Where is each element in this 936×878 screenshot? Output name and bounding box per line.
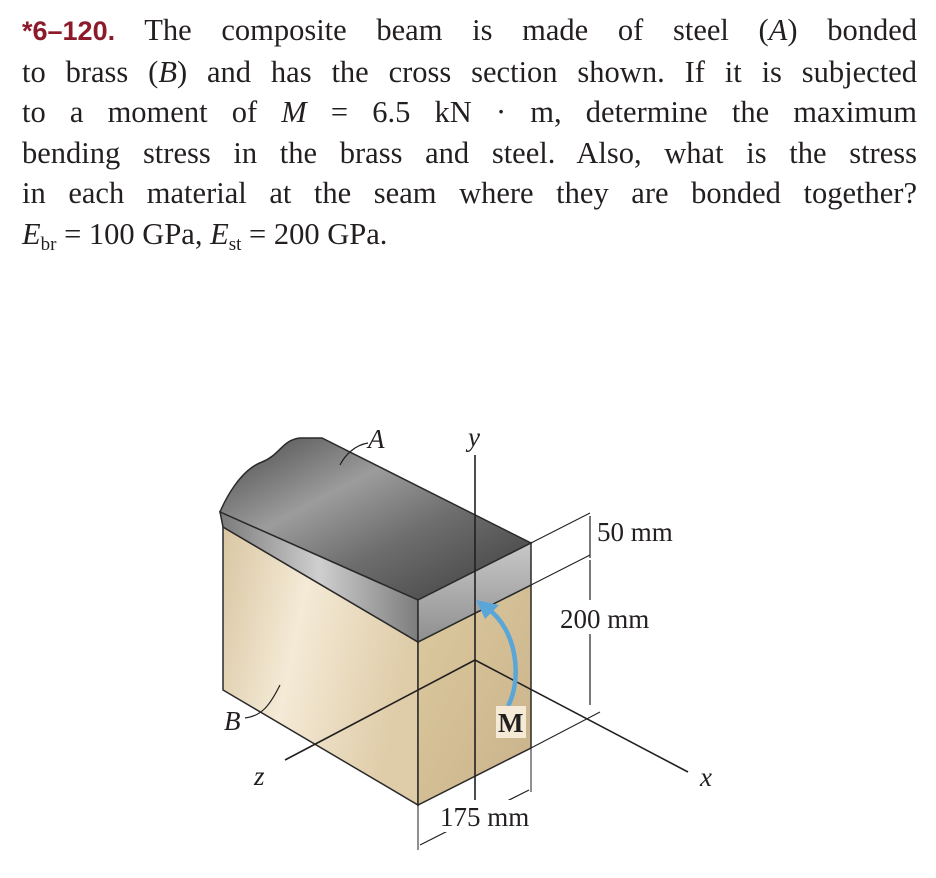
label-A: A: [368, 424, 385, 454]
problem-number: *6–120.: [22, 16, 116, 46]
dim-ext-3: [531, 712, 600, 748]
problem-line-5: in each material at the seam where they are bonded together?: [22, 176, 917, 210]
label-y: y: [468, 422, 480, 452]
dim-steel-label: 50 mm: [597, 517, 673, 547]
label-z: z: [254, 761, 265, 791]
dim-width-label: 175 mm: [440, 802, 530, 832]
problem-line-6: $E_{br} = 100$ GPa, $E_{st} = 200$ GPa.: [22, 216, 388, 255]
problem-line-3: to a moment of M = 6.5 kN · m, determine the maximum: [22, 95, 917, 129]
problem-line-2: to brass (B) and has the cross section shown. If it is subjected: [22, 54, 917, 89]
label-B: B: [224, 706, 241, 736]
dim-total-label: 200 mm: [560, 604, 650, 634]
moment-label: M: [498, 708, 524, 738]
dim-ext-1: [531, 513, 590, 543]
problem-line-4: bending stress in the brass and steel. Also, what is the stress: [22, 135, 917, 170]
problem-line-1: *6–120. The composite beam is made of steel (A) bonded: [22, 13, 917, 47]
label-x: x: [700, 762, 712, 792]
dim-ext-2: [531, 555, 590, 585]
